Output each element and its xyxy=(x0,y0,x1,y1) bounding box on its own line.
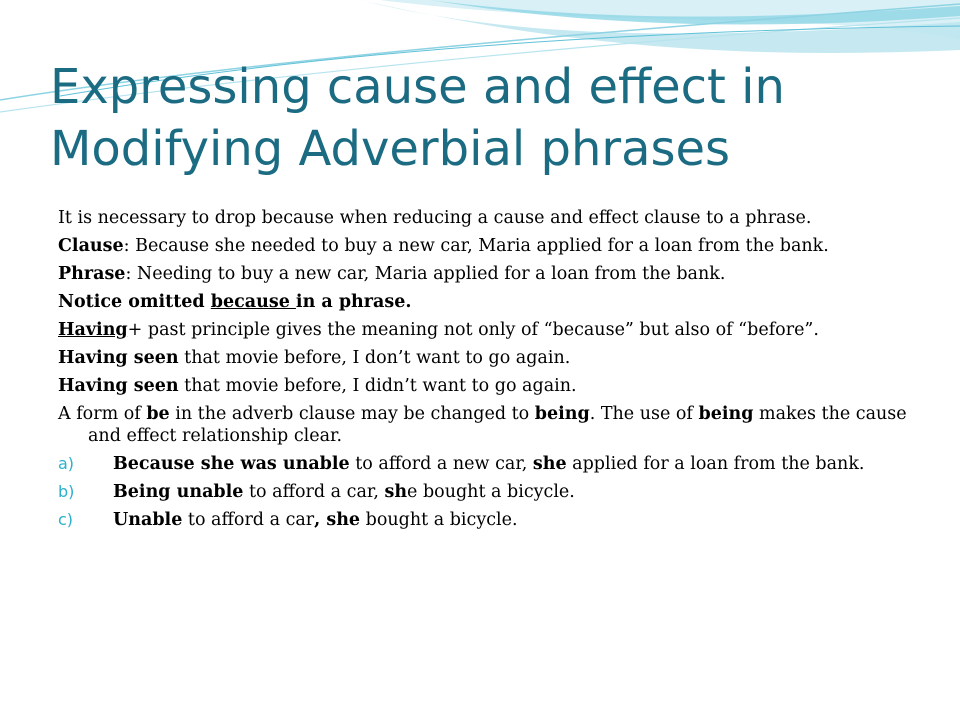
example-bold: Unable xyxy=(113,510,183,530)
being-bold: being xyxy=(534,404,590,424)
list-item xyxy=(58,453,908,475)
list-marker: a) xyxy=(58,454,75,473)
slide-title-line-1: Expressing cause and effect in xyxy=(50,59,785,115)
having-seen-bold: Having seen xyxy=(58,348,179,368)
example-list xyxy=(58,453,908,531)
clause-text: : Because she needed to buy a new car, Maria applied for a loan from the bank. xyxy=(123,236,829,256)
paragraph-having-seen-present xyxy=(58,347,908,369)
example-text: to afford a car, xyxy=(243,482,385,502)
notice-suffix: in a phrase. xyxy=(295,292,412,312)
paragraph-having-seen-past xyxy=(58,375,908,397)
slide-title-line-2: Modifying Adverbial phrases xyxy=(50,121,731,177)
example-text: to afford a new car, xyxy=(349,454,533,474)
paragraph-text: It is necessary to drop because when reducing a cause and effect clause to a phrase. xyxy=(58,208,812,228)
notice-underlined-word: because xyxy=(210,292,296,312)
example-bold: , she xyxy=(314,510,361,530)
having-seen-text: that movie before, I didn’t want to go again. xyxy=(178,376,577,396)
list-item xyxy=(58,481,908,503)
phrase-label: Phrase xyxy=(58,264,126,284)
paragraph-clause-example xyxy=(58,235,908,257)
having-underlined-word: Having xyxy=(58,320,128,340)
example-text: applied for a loan from the bank. xyxy=(566,454,865,474)
example-text: to afford a car xyxy=(182,510,315,530)
being-rule-text: in the adverb clause may be changed to xyxy=(169,404,535,424)
example-bold: Because she was unable xyxy=(113,454,350,474)
being-bold: being xyxy=(698,404,754,424)
example-bold: sh xyxy=(384,482,408,502)
slide-title xyxy=(50,56,910,180)
example-text: bought a bicycle. xyxy=(360,510,518,530)
having-rule-text: + past principle gives the meaning not only of “because” but also of “before”. xyxy=(127,320,819,340)
paragraph-having-rule xyxy=(58,319,908,341)
phrase-text: : Needing to buy a new car, Maria applied for a loan from the bank. xyxy=(125,264,726,284)
example-text: e bought a bicycle. xyxy=(407,482,575,502)
being-rule-text: . The use of xyxy=(589,404,699,424)
having-seen-bold: Having seen xyxy=(58,376,179,396)
having-seen-text: that movie before, I don’t want to go again. xyxy=(178,348,571,368)
list-marker: b) xyxy=(58,482,75,501)
being-rule-text: makes the cause and effect relationship clear. xyxy=(88,404,907,446)
list-item xyxy=(58,509,908,531)
example-bold: she xyxy=(532,454,567,474)
notice-prefix: Notice omitted xyxy=(58,292,211,312)
paragraph-phrase-example xyxy=(58,263,908,285)
paragraph-drop-because xyxy=(58,207,908,229)
slide-body xyxy=(58,207,908,537)
being-rule-text: A form of xyxy=(58,404,147,424)
example-bold: Being unable xyxy=(113,482,244,502)
be-bold: be xyxy=(146,404,170,424)
paragraph-notice xyxy=(58,291,908,313)
paragraph-being-rule xyxy=(58,403,908,447)
list-marker: c) xyxy=(58,510,74,529)
clause-label: Clause xyxy=(58,236,124,256)
